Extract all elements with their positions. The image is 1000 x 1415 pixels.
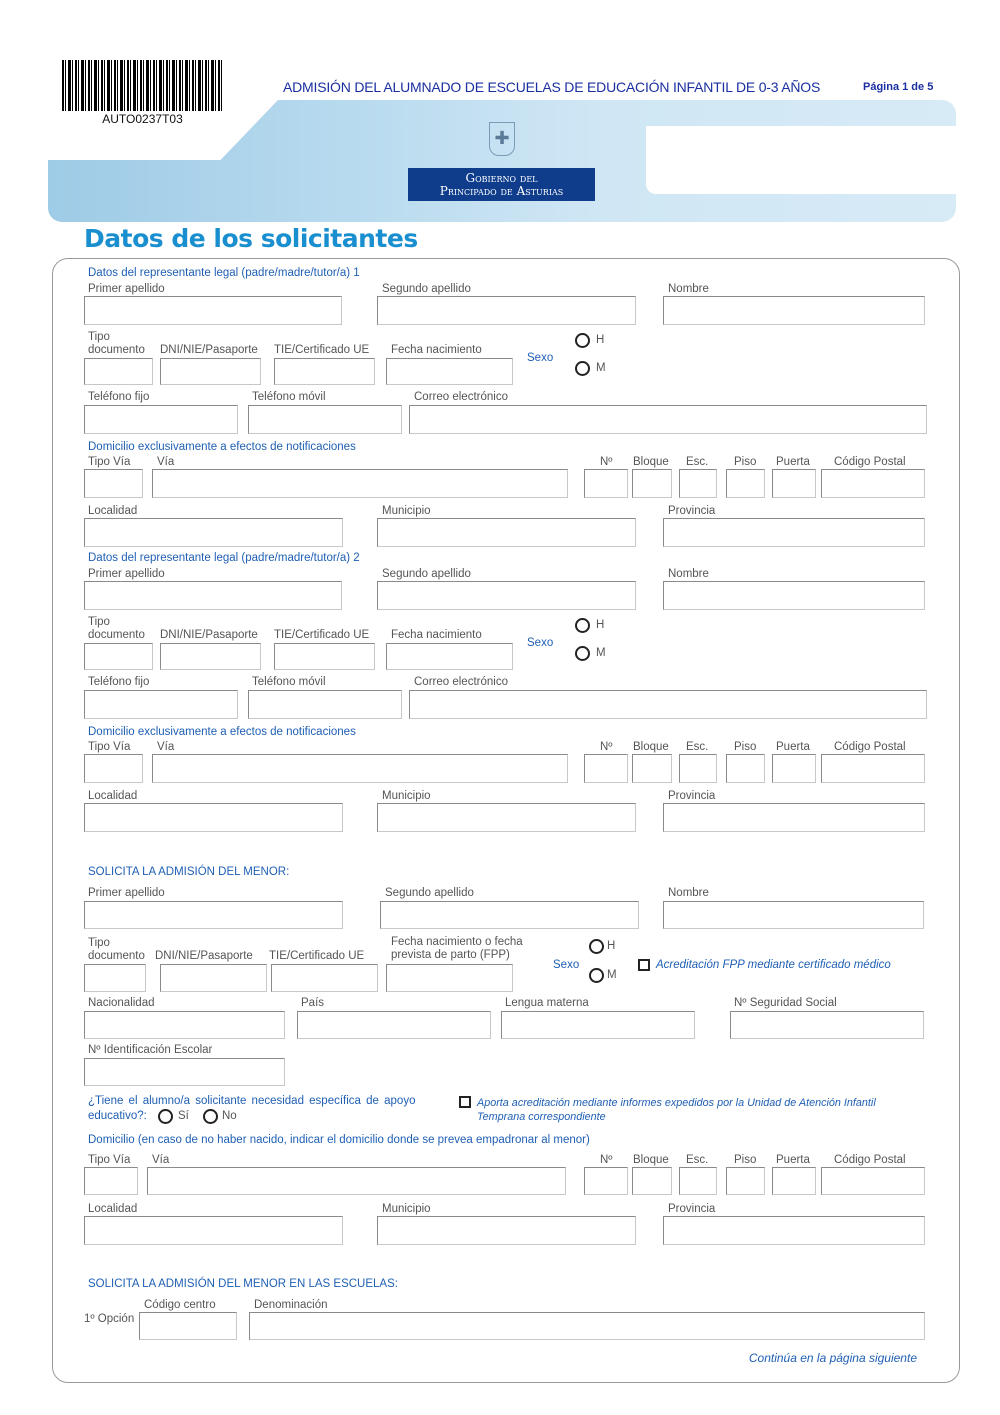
sexo-h-label: H: [607, 940, 616, 952]
codigo-centro-label: Código centro: [144, 1299, 216, 1311]
localidad-input[interactable]: [84, 518, 343, 547]
localidad-input[interactable]: [84, 1216, 343, 1245]
sexo-m-label: M: [596, 362, 606, 374]
piso-input[interactable]: [726, 754, 765, 783]
domicilio-heading: Domicilio exclusivamente a efectos de notificaciones: [88, 441, 356, 453]
telefono-movil-input[interactable]: [248, 690, 402, 719]
bloque-input[interactable]: [632, 469, 672, 498]
sexo-h-label: H: [596, 619, 605, 631]
telefono-movil-label: Teléfono móvil: [252, 676, 326, 688]
codigo-postal-label: Código Postal: [834, 741, 906, 753]
sexo-m-radio[interactable]: [589, 968, 604, 983]
puerta-input[interactable]: [772, 1167, 816, 1195]
esc-input[interactable]: [679, 1167, 717, 1195]
primer-apellido-label: Primer apellido: [88, 887, 165, 899]
correo-label: Correo electrónico: [414, 391, 508, 403]
apoyo-question: ¿Tiene el alumno/a solicitante necesidad específica de apoyo educativo?:: [88, 1095, 416, 1122]
tipo-via-input[interactable]: [84, 469, 143, 498]
numero-input[interactable]: [584, 1167, 628, 1195]
segundo-apellido-label: Segundo apellido: [382, 568, 471, 580]
numero-input[interactable]: [584, 754, 628, 783]
municipio-label: Municipio: [382, 1203, 431, 1215]
tipo-documento-input[interactable]: [84, 358, 153, 385]
piso-input[interactable]: [726, 1167, 765, 1195]
telefono-fijo-input[interactable]: [84, 690, 238, 719]
dni-label: DNI/NIE/Pasaporte: [160, 344, 258, 356]
representative-heading: Datos del representante legal (padre/madre/tutor/a) 1: [88, 267, 360, 279]
tipo-via-label: Tipo Vía: [88, 1154, 131, 1166]
esc-input[interactable]: [679, 754, 717, 783]
primer-apellido-input[interactable]: [84, 581, 342, 610]
government-logo: [408, 168, 595, 201]
id-escolar-input[interactable]: [84, 1058, 285, 1086]
segundo-apellido-label: Segundo apellido: [385, 887, 474, 899]
coat-of-arms-icon: ✚: [489, 122, 515, 156]
barcode-code: AUTO0237T03: [62, 112, 223, 126]
esc-label: Esc.: [686, 741, 709, 753]
pais-input[interactable]: [297, 1011, 491, 1039]
sexo-m-radio[interactable]: [575, 361, 590, 376]
page-title: Datos de los solicitantes: [84, 224, 418, 253]
codigo-postal-input[interactable]: [821, 754, 925, 783]
lengua-materna-input[interactable]: [501, 1011, 695, 1039]
municipio-label: Municipio: [382, 505, 431, 517]
fecha-nacimiento-input[interactable]: [386, 358, 513, 385]
sexo-label: Sexo: [527, 352, 554, 364]
numero-input[interactable]: [584, 469, 628, 498]
org-line-2: Principado de Asturias: [439, 184, 564, 198]
segundo-apellido-input[interactable]: [377, 296, 636, 325]
tipo-documento-input[interactable]: [84, 643, 153, 670]
dni-input[interactable]: [160, 358, 261, 385]
numero-label: Nº: [600, 1154, 613, 1166]
tie-input[interactable]: [271, 964, 378, 992]
segundo-apellido-label: Segundo apellido: [382, 283, 471, 295]
id-escolar-label: Nº Identificación Escolar: [88, 1044, 213, 1056]
denominacion-input[interactable]: [249, 1312, 925, 1340]
sexo-label: Sexo: [553, 959, 580, 971]
numero-label: Nº: [600, 741, 613, 753]
nombre-input[interactable]: [663, 581, 925, 610]
piso-label: Piso: [734, 1154, 757, 1166]
nacionalidad-label: Nacionalidad: [88, 997, 155, 1009]
localidad-label: Localidad: [88, 1203, 138, 1215]
bloque-label: Bloque: [633, 456, 669, 468]
fecha-nacimiento-input[interactable]: [386, 643, 513, 670]
telefono-fijo-input[interactable]: [84, 405, 238, 434]
municipio-input[interactable]: [377, 1216, 636, 1245]
dni-label: DNI/NIE/Pasaporte: [160, 629, 258, 641]
piso-label: Piso: [734, 741, 757, 753]
denominacion-label: Denominación: [254, 1299, 328, 1311]
localidad-input[interactable]: [84, 803, 343, 832]
tipo-via-input[interactable]: [84, 754, 143, 783]
telefono-fijo-label: Teléfono fijo: [88, 676, 150, 688]
telefono-fijo-label: Teléfono fijo: [88, 391, 150, 403]
dni-input[interactable]: [160, 643, 261, 670]
fecha-nacimiento-input[interactable]: [386, 964, 513, 992]
puerta-label: Puerta: [776, 741, 810, 753]
domicilio-heading: Domicilio (en caso de no haber nacido, indicar el domicilio donde se prevea empadronar al menor): [88, 1134, 590, 1146]
page-indicator: Página 1 de 5: [863, 81, 934, 93]
primer-apellido-input[interactable]: [84, 901, 343, 929]
via-label: Vía: [157, 456, 175, 468]
via-input[interactable]: [147, 1167, 566, 1195]
tie-input[interactable]: [274, 643, 375, 670]
provincia-input[interactable]: [663, 518, 925, 547]
sexo-h-radio[interactable]: [589, 939, 604, 954]
banner-mask: [646, 126, 956, 194]
puerta-input[interactable]: [772, 754, 816, 783]
piso-label: Piso: [734, 456, 757, 468]
telefono-movil-label: Teléfono móvil: [252, 391, 326, 403]
fecha-nacimiento-label: Fecha nacimiento: [391, 629, 482, 641]
provincia-label: Provincia: [668, 505, 716, 517]
fpp-checkbox-label: Acreditación FPP mediante certificado médico: [656, 959, 891, 971]
pais-label: País: [301, 997, 325, 1009]
via-label: Vía: [157, 741, 175, 753]
apoyo-si-radio[interactable]: [158, 1109, 173, 1124]
nacionalidad-input[interactable]: [84, 1011, 285, 1039]
provincia-input[interactable]: [663, 803, 925, 832]
fpp-checkbox[interactable]: [638, 959, 650, 971]
apoyo-si-label: Sí: [178, 1110, 189, 1122]
sexo-h-label: H: [596, 334, 605, 346]
correo-input[interactable]: [409, 690, 927, 719]
apoyo-no-radio[interactable]: [203, 1109, 218, 1124]
via-label: Vía: [152, 1154, 170, 1166]
primer-apellido-label: Primer apellido: [88, 568, 165, 580]
nombre-input[interactable]: [663, 296, 925, 325]
tipo-documento-label: Tipo documento: [88, 937, 145, 962]
numero-label: Nº: [600, 456, 613, 468]
esc-label: Esc.: [686, 1154, 709, 1166]
apoyo-checkbox[interactable]: [459, 1096, 471, 1108]
sexo-h-radio[interactable]: [575, 333, 590, 348]
provincia-label: Provincia: [668, 1203, 716, 1215]
dni-label: DNI/NIE/Pasaporte: [155, 950, 253, 962]
tipo-documento-label: Tipo documento: [88, 616, 145, 641]
tipo-via-input[interactable]: [84, 1167, 138, 1195]
puerta-label: Puerta: [776, 456, 810, 468]
via-input[interactable]: [152, 469, 568, 498]
puerta-input[interactable]: [772, 469, 816, 498]
codigo-postal-input[interactable]: [821, 469, 925, 498]
seguridad-social-label: Nº Seguridad Social: [734, 997, 837, 1009]
codigo-postal-label: Código Postal: [834, 456, 906, 468]
sexo-m-label: M: [607, 969, 617, 981]
representative-heading: Datos del representante legal (padre/madre/tutor/a) 2: [88, 552, 360, 564]
tipo-via-label: Tipo Vía: [88, 741, 131, 753]
segundo-apellido-input[interactable]: [377, 581, 636, 610]
opcion-1-label: 1º Opción: [84, 1313, 135, 1325]
domicilio-heading: Domicilio exclusivamente a efectos de notificaciones: [88, 726, 356, 738]
apoyo-checkbox-label: Aporta acreditación mediante informes expedidos por la Unidad de Atención Infantil Temprana correspondiente: [477, 1097, 876, 1123]
nombre-label: Nombre: [668, 568, 709, 580]
tipo-documento-input[interactable]: [84, 964, 146, 992]
esc-input[interactable]: [679, 469, 717, 498]
primer-apellido-input[interactable]: [84, 296, 342, 325]
puerta-label: Puerta: [776, 1154, 810, 1166]
municipio-label: Municipio: [382, 790, 431, 802]
schools-heading: SOLICITA LA ADMISIÓN DEL MENOR EN LAS ESCUELAS:: [88, 1278, 398, 1290]
localidad-label: Localidad: [88, 790, 138, 802]
correo-label: Correo electrónico: [414, 676, 508, 688]
sexo-m-radio[interactable]: [575, 646, 590, 661]
nombre-label: Nombre: [668, 887, 709, 899]
segundo-apellido-input[interactable]: [380, 901, 639, 929]
tie-input[interactable]: [274, 358, 375, 385]
lengua-materna-label: Lengua materna: [505, 997, 589, 1009]
barcode: [62, 60, 223, 111]
apoyo-no-label: No: [222, 1110, 237, 1122]
tipo-via-label: Tipo Vía: [88, 456, 131, 468]
continue-note: Continúa en la página siguiente: [748, 1351, 917, 1365]
fecha-nacimiento-label: Fecha nacimiento o fecha prevista de parto (FPP): [391, 936, 523, 961]
codigo-postal-label: Código Postal: [834, 1154, 906, 1166]
seguridad-social-input[interactable]: [730, 1011, 924, 1039]
provincia-label: Provincia: [668, 790, 716, 802]
piso-input[interactable]: [726, 469, 765, 498]
telefono-movil-input[interactable]: [248, 405, 402, 434]
codigo-postal-input[interactable]: [821, 1167, 925, 1195]
tipo-documento-label: Tipo documento: [88, 331, 145, 356]
codigo-centro-input[interactable]: [139, 1312, 237, 1340]
bloque-input[interactable]: [632, 754, 672, 783]
org-line-1: Gobierno del: [465, 171, 538, 185]
sexo-h-radio[interactable]: [575, 618, 590, 633]
tie-label: TIE/Certificado UE: [269, 950, 365, 962]
bloque-label: Bloque: [633, 1154, 669, 1166]
primer-apellido-label: Primer apellido: [88, 283, 165, 295]
sexo-label: Sexo: [527, 637, 554, 649]
tie-label: TIE/Certificado UE: [274, 629, 370, 641]
bloque-input[interactable]: [632, 1167, 672, 1195]
municipio-input[interactable]: [377, 803, 636, 832]
form-title: ADMISIÓN DEL ALUMNADO DE ESCUELAS DE EDUCACIÓN INFANTIL DE 0-3 AÑOS: [283, 79, 821, 95]
provincia-input[interactable]: [663, 1216, 925, 1245]
municipio-input[interactable]: [377, 518, 636, 547]
localidad-label: Localidad: [88, 505, 138, 517]
nombre-label: Nombre: [668, 283, 709, 295]
tie-label: TIE/Certificado UE: [274, 344, 370, 356]
minor-heading: SOLICITA LA ADMISIÓN DEL MENOR:: [88, 866, 290, 878]
bloque-label: Bloque: [633, 741, 669, 753]
fecha-nacimiento-label: Fecha nacimiento: [391, 344, 482, 356]
dni-input[interactable]: [160, 964, 267, 992]
sexo-m-label: M: [596, 647, 606, 659]
correo-input[interactable]: [409, 405, 927, 434]
esc-label: Esc.: [686, 456, 709, 468]
via-input[interactable]: [152, 754, 568, 783]
nombre-input[interactable]: [663, 901, 924, 929]
